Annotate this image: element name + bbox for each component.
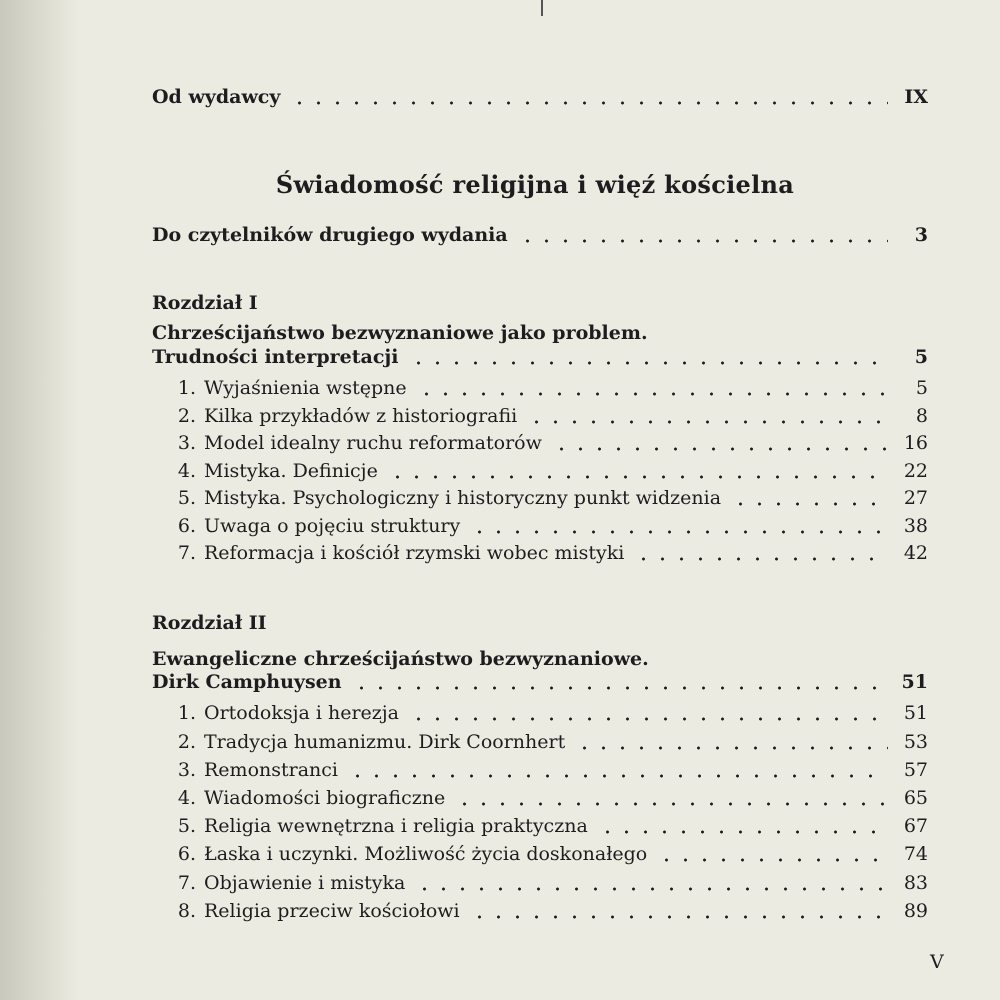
dot-leader (409, 717, 888, 721)
toc-item-page: 51 (903, 702, 928, 724)
dot-leader (657, 858, 888, 862)
toc-item (152, 731, 928, 753)
dot-leader (290, 101, 888, 105)
toc-item-label: Mistyka. Definicje (204, 460, 378, 482)
chapter-heading: Rozdział I (152, 292, 258, 314)
toc-entry-page: 51 (901, 671, 928, 693)
toc-item-number: 4. (177, 460, 196, 482)
toc-item-number: 8. (177, 900, 196, 922)
toc-item-number: 1. (177, 702, 196, 724)
toc-item-page: 22 (903, 460, 928, 482)
toc-item-page: 53 (903, 731, 928, 753)
chapter-title-line1: Ewangeliczne chrześcijaństwo bezwyznaniowe. (152, 648, 649, 670)
dot-leader (455, 802, 888, 806)
toc-item-page: 65 (903, 787, 928, 809)
dot-leader (470, 915, 888, 919)
toc-item-number: 4. (177, 787, 196, 809)
toc-item-number: 5. (177, 487, 196, 509)
chapter-title-entry (152, 346, 928, 368)
toc-item-page: 5 (915, 377, 928, 399)
toc-item (152, 377, 928, 399)
dot-leader (415, 887, 888, 891)
toc-item-page: 16 (903, 432, 928, 454)
toc-item-page: 27 (903, 487, 928, 509)
dot-leader (552, 447, 888, 451)
dot-leader (409, 361, 889, 365)
toc-item-label: Kilka przykładów z historiografii (204, 405, 518, 427)
toc-item-number: 2. (177, 405, 196, 427)
dot-leader (527, 420, 888, 424)
toc-item-number: 3. (177, 759, 196, 781)
toc-item-page: 42 (903, 542, 928, 564)
toc-item (152, 432, 928, 454)
chapter-title-line1: Chrześcijaństwo bezwyznaniowe jako problem. (152, 322, 648, 344)
toc-item-label: Religia przeciw kościołowi (204, 900, 460, 922)
toc-item-number: 7. (177, 872, 196, 894)
dot-leader (575, 746, 888, 750)
toc-item-number: 3. (177, 432, 196, 454)
toc-entry-page: IX (904, 86, 928, 108)
toc-item-page: 38 (903, 515, 928, 537)
toc-item-label: Model idealny ruchu reformatorów (204, 432, 542, 454)
chapter-title-entry (152, 671, 928, 693)
dot-leader (731, 502, 888, 506)
toc-item-label: Mistyka. Psychologiczny i historyczny punkt widzenia (204, 487, 722, 509)
toc-item-label: Remonstranci (204, 759, 338, 781)
toc-item-page: 57 (903, 759, 928, 781)
book-title: Świadomość religijna i więź kościelna (275, 170, 795, 199)
toc-item-page: 89 (903, 900, 928, 922)
toc-item-label: Wiadomości biograficzne (204, 787, 446, 809)
dot-leader (348, 774, 888, 778)
toc-item-label: Tradycja humanizmu. Dirk Coornhert (204, 731, 566, 753)
toc-item-label: Religia wewnętrzna i religia praktyczna (204, 815, 588, 837)
toc-entry-preface (152, 224, 928, 246)
toc-item (152, 515, 928, 537)
toc-item (152, 702, 928, 724)
toc-entry-page: 3 (914, 224, 928, 246)
toc-item (152, 843, 928, 865)
toc-entry-label: Od wydawcy (152, 86, 281, 108)
toc-item (152, 460, 928, 482)
toc-item (152, 900, 928, 922)
toc-item-label: Wyjaśnienia wstępne (204, 377, 407, 399)
page-gutter-shadow (0, 0, 80, 1000)
toc-entry-label: Do czytelników drugiego wydania (152, 224, 508, 246)
dot-leader (634, 557, 888, 561)
page-edge-mark (541, 0, 543, 16)
toc-item (152, 815, 928, 837)
toc-item-page: 74 (903, 843, 928, 865)
toc-item-number: 2. (177, 731, 196, 753)
dot-leader (518, 239, 888, 243)
toc-item (152, 542, 928, 564)
toc-item-number: 1. (177, 377, 196, 399)
toc-item (152, 759, 928, 781)
dot-leader (352, 686, 888, 690)
toc-item-label: Ortodoksja i herezja (204, 702, 400, 724)
toc-item-number: 5. (177, 815, 196, 837)
chapter-title-line2: Dirk Camphuysen (152, 671, 342, 693)
toc-item-number: 6. (177, 515, 196, 537)
toc-item-page: 83 (903, 872, 928, 894)
toc-entry-front (152, 86, 928, 108)
dot-leader (598, 830, 888, 834)
toc-item-page: 8 (915, 405, 928, 427)
dot-leader (388, 475, 888, 479)
toc-item-number: 7. (177, 542, 196, 564)
toc-item-page: 67 (903, 815, 928, 837)
toc-item-number: 6. (177, 843, 196, 865)
toc-entry-page: 5 (914, 346, 928, 368)
toc-item (152, 787, 928, 809)
dot-leader (417, 392, 888, 396)
toc-item-label: Uwaga o pojęciu struktury (204, 515, 461, 537)
chapter-heading: Rozdział II (152, 612, 267, 634)
toc-item-label: Reformacja i kościół rzymski wobec mistyki (204, 542, 625, 564)
dot-leader (470, 530, 888, 534)
page-folio: V (930, 951, 944, 973)
toc-item (152, 872, 928, 894)
toc-item-label: Objawienie i mistyka (204, 872, 406, 894)
toc-item-label: Łaska i uczynki. Możliwość życia doskonałego (204, 843, 648, 865)
chapter-title-line2: Trudności interpretacji (152, 346, 399, 368)
toc-item (152, 487, 928, 509)
toc-item (152, 405, 928, 427)
